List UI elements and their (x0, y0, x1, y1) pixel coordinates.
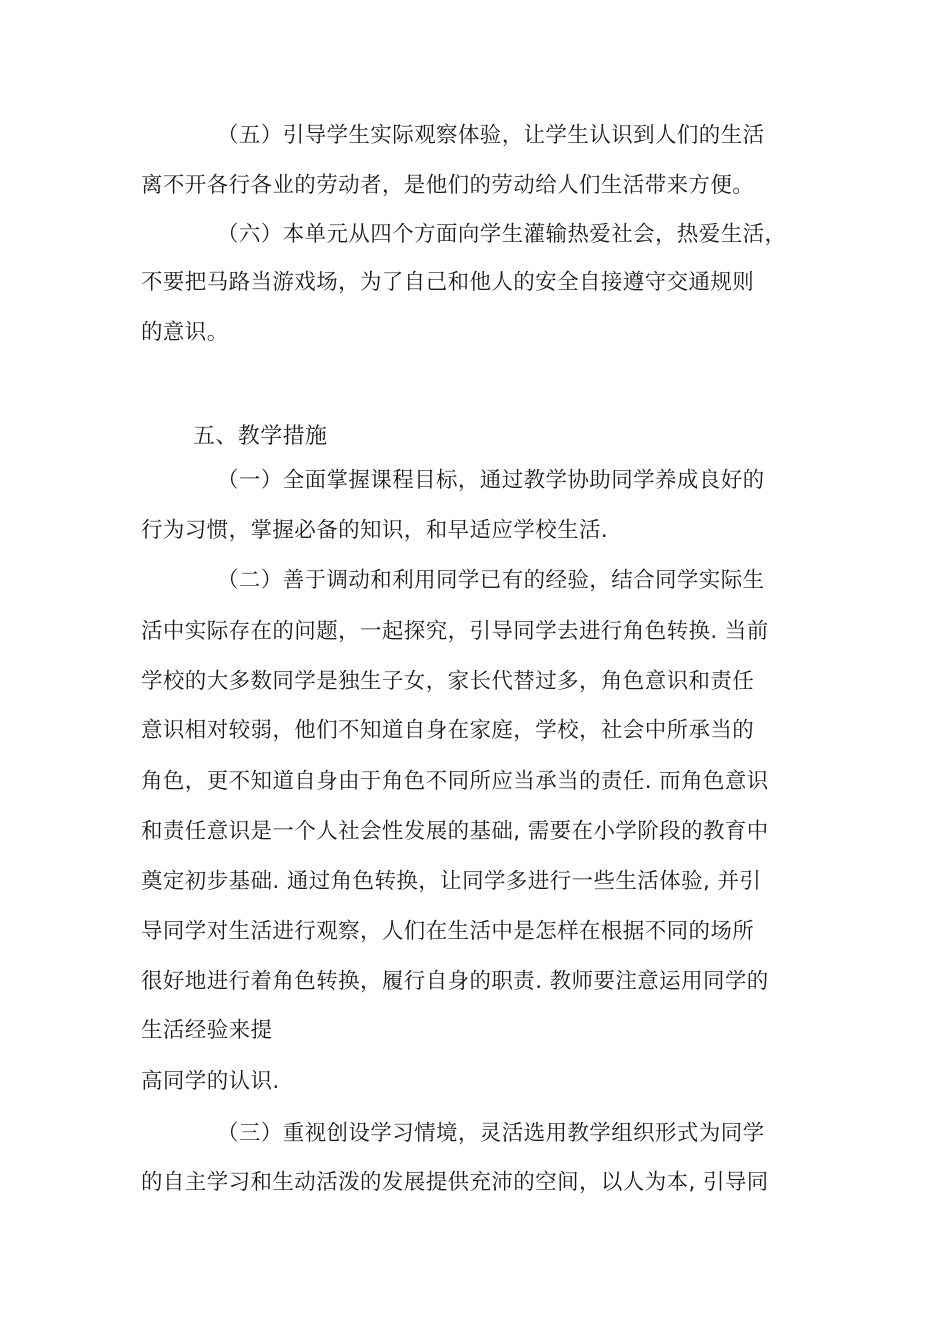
paragraph-line: 活中实际存在的问题，一起探究，引导同学去进行角色转换. 当前 (141, 619, 769, 644)
paragraph-line: 意识相对较弱，他们不知道自身在家庭，学校，社会中所承当的 (141, 718, 755, 743)
paragraph-line: 生活经验来提 (141, 1018, 273, 1043)
paragraph-line: （三）重视创设学习情境，灵活选用教学组织形式为同学 (217, 1121, 765, 1146)
paragraph-line: 学校的大多数同学是独生子女，家长代替过多，角色意识和责任 (141, 669, 755, 694)
paragraph-line: （六）本单元从四个方面向学生灌输热爱社会，热爱生活， (217, 222, 787, 247)
paragraph-line: 不要把马路当游戏场，为了自己和他人的安全自接遵守交通规则 (141, 270, 755, 295)
paragraph-line: 行为习惯，掌握必备的知识，和早适应学校生活. (141, 518, 609, 543)
paragraph-line: （二）善于调动和利用同学已有的经验，结合同学实际生 (217, 568, 765, 593)
paragraph-line: 很好地进行着角色转换，履行自身的职责. 教师要注意运用同学的 (141, 969, 769, 994)
paragraph-line: 导同学对生活进行观察，人们在生活中是怎样在根据不同的场所 (141, 919, 755, 944)
paragraph-line: （一）全面掌握课程目标，通过教学协助同学养成良好的 (217, 468, 765, 493)
paragraph-line: 的自主学习和生动活泼的发展提供充沛的空间，以人为本, 引导同 (141, 1170, 769, 1195)
section-heading: 五、教学措施 (193, 424, 328, 449)
paragraph-line: 的意识。 (141, 320, 229, 345)
paragraph-line: 角色，更不知道自身由于角色不同所应当承当的责任. 而角色意识 (141, 769, 769, 794)
paragraph-line: （五）引导学生实际观察体验，让学生认识到人们的生活 (217, 123, 765, 148)
paragraph-line: 高同学的认识. (141, 1069, 280, 1094)
paragraph-line: 和责任意识是一个人社会性发展的基础, 需要在小学阶段的教育中 (141, 819, 769, 844)
paragraph-line: 奠定初步基础. 通过角色转换，让同学多进行一些生活体验, 并引 (141, 869, 762, 894)
paragraph-line: 离不开各行各业的劳动者，是他们的劳动给人们生活带来方便。 (141, 173, 755, 198)
